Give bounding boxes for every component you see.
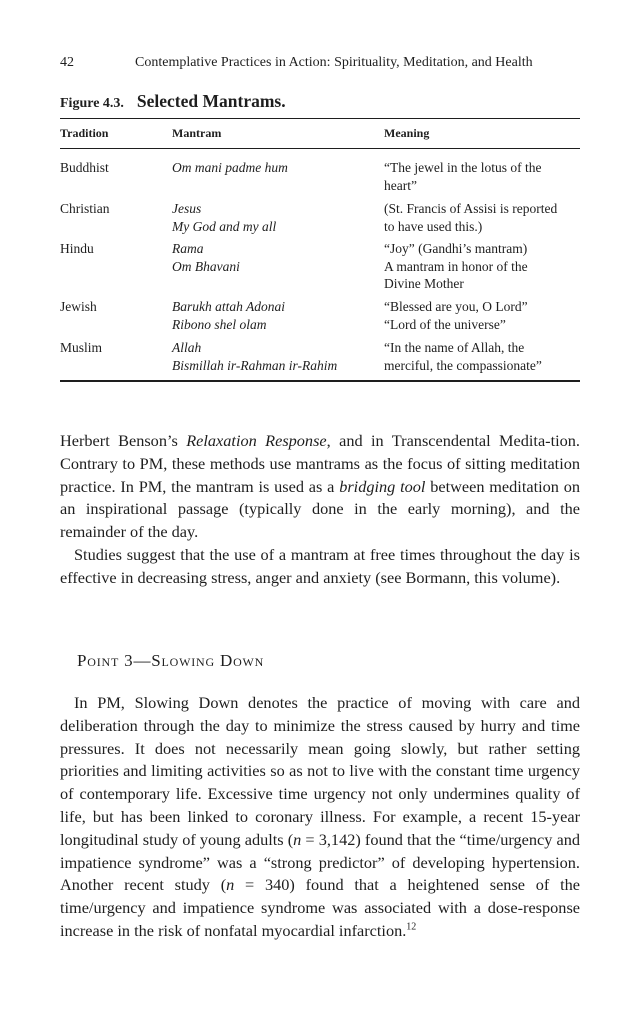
book-title: Contemplative Practices in Action: Spirituality, Meditation, and Health [135,55,533,70]
text-run: , and in Transcendental Medita-tion. Contrary to PM, these methods use mantrams as the focus of sitting meditation practice. In PM, the mantram is used as a [60,431,580,496]
footnote-reference: 12 [406,921,417,933]
meaning-cell [384,159,584,194]
mantram-cell [172,339,377,374]
body-paragraph [60,430,580,544]
paragraph-text: Studies suggest that the use of a mantram at free times throughout the day is effective in decreasing stress, anger and anxiety (see Bormann, this volume). [60,545,580,587]
figure-title: Selected Mantrams. [136,91,286,111]
text-run: = 3,142) found that the “time/urgency and impatience syndrome” was a “strong predictor” of developing hypertension. Another recent study ( [60,829,580,895]
mantram-cell [172,159,377,177]
tradition-cell: Christian [60,201,110,216]
mantram-line: Om mani padme hum [172,160,288,175]
mantram-line: My God and my all [172,218,277,234]
mantram-line: Allah [172,340,202,355]
meaning-line: “In the name of Allah, the [384,340,525,355]
meaning-line: “Blessed are you, O Lord” [384,299,528,314]
mantram-cell [172,298,377,333]
text-run: Herbert Benson’s [60,431,187,450]
mantram-line: Rama [172,241,204,256]
meaning-line: “Lord of the universe” [384,316,506,332]
mantram-line: Ribono shel olam [172,316,267,332]
meaning-line: merciful, the compassionate” [384,357,542,373]
meaning-line: “Joy” (Gandhi’s mantram) [384,241,528,256]
mantram-cell [172,240,377,275]
meaning-line: “The jewel in the lotus of the [384,160,542,175]
meaning-line: (St. Francis of Assisi is reported [384,201,558,216]
emphasis-title: Relaxation Response [186,431,327,450]
mantram-line: Om Bhavani [172,258,240,274]
mantram-line: Bismillah ir-Rahman ir-Rahim [172,357,338,373]
body-paragraph [60,692,580,943]
body-paragraph [60,544,580,590]
table-header-rule [60,148,580,149]
meaning-cell [384,298,584,333]
section-heading: Point 3—Slowing Down [77,651,265,670]
column-header-tradition: Tradition [60,126,109,140]
meaning-cell [384,339,584,374]
text-run: between meditation on an inspirational passage (typically done in the early morning), and the remainder of the day. [60,476,580,542]
mantram-cell [172,200,377,235]
figure-caption [60,91,286,112]
column-header-meaning: Meaning [384,126,430,140]
tradition-cell: Muslim [60,340,103,355]
column-header-mantram: Mantram [172,126,222,140]
meaning-line: to have used this.) [384,218,483,234]
page-number: 42 [60,55,74,70]
variable-n: n [293,829,302,849]
meaning-line: Divine Mother [384,276,464,291]
meaning-cell [384,240,584,293]
emphasis-term: bridging tool [339,476,426,496]
meaning-line: A mantram in honor of the [384,258,528,274]
mantram-line: Jesus [172,201,202,216]
tradition-cell: Hindu [60,241,94,256]
meaning-cell [384,200,584,235]
table-bottom-rule [60,380,580,382]
tradition-cell: Jewish [60,299,97,314]
figure-number: Figure 4.3. [60,96,124,111]
tradition-cell: Buddhist [60,160,109,175]
text-run: = 340) found that a heightened sense of the time/urgency and impatience syndrome was associated with a dose-response increase in the risk of nonfatal myocardial infarction. [60,875,581,940]
text-run: In PM, Slowing Down denotes the practice of moving with care and deliberation through the day to minimize the stress caused by hurry and time pressures. It does not necessarily mean going slowly, but rather setting priorities and limiting activities so as not to live with the constant time urgency of contemporary life. Excessive time urgency not only undermines quality of life, but has been linked to coronary illness. For example, a recent 15-year longitudinal study of young adults ( [60,693,580,849]
variable-n: n [226,875,235,895]
table-top-rule [60,118,580,119]
meaning-line: heart” [384,177,417,193]
running-head [60,55,580,77]
mantram-line: Barukh attah Adonai [172,299,285,314]
